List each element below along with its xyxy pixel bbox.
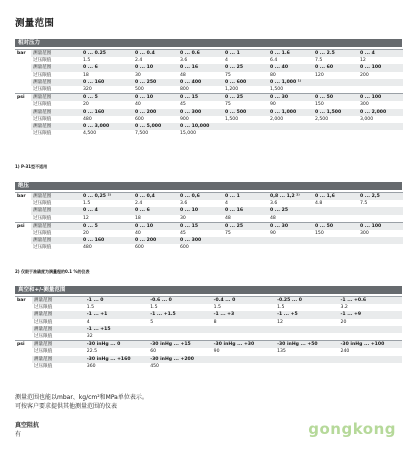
value-cell: 40 bbox=[135, 231, 141, 237]
value-cell: 0 ... 6 bbox=[81, 64, 133, 71]
unit-cell bbox=[15, 356, 32, 363]
value-cell bbox=[148, 333, 211, 341]
value-cell: 0 ... 5 bbox=[81, 222, 133, 230]
value-cell: -0.4 ... 0 bbox=[212, 297, 275, 305]
value-cell: 90 bbox=[213, 349, 220, 355]
row-label: 过压限值 bbox=[33, 131, 52, 137]
value-cell: 900 bbox=[180, 116, 189, 122]
value-cell: 22.5 bbox=[86, 349, 97, 355]
value-cell bbox=[313, 215, 358, 223]
value-cell bbox=[313, 244, 358, 251]
table-row bbox=[15, 57, 403, 64]
value-cell: 1.5 bbox=[277, 305, 285, 311]
table-row bbox=[15, 215, 403, 223]
value-cell bbox=[358, 86, 403, 94]
unit-cell bbox=[15, 230, 31, 237]
unit-cell bbox=[15, 207, 31, 214]
table-row bbox=[15, 94, 403, 102]
unit-cell: bar bbox=[15, 297, 32, 305]
value-cell: -30 inHg ... +15 bbox=[148, 341, 211, 349]
value-cell: 7,500 bbox=[135, 131, 149, 137]
value-cell: -30 inHg ... +50 bbox=[275, 341, 338, 349]
value-cell: 0 ... 1 bbox=[223, 50, 268, 58]
page-title: 测量范围 bbox=[15, 18, 55, 29]
value-cell bbox=[339, 333, 402, 341]
value-cell: 0 ... 15 bbox=[178, 94, 223, 102]
value-cell: -0.6 ... 0 bbox=[148, 297, 211, 305]
unit-cell bbox=[15, 200, 31, 207]
table-row bbox=[15, 333, 402, 341]
section-heading-gauge: 相对压力 bbox=[15, 39, 402, 47]
value-cell bbox=[212, 356, 275, 363]
table-row bbox=[15, 116, 403, 123]
value-cell: 3.6 bbox=[270, 201, 278, 207]
value-cell: 0 ... 300 bbox=[178, 237, 223, 244]
value-cell: 0 ... 60 bbox=[313, 64, 358, 71]
note-units: 测量范围也能以mbar、kg/cm²和MPa单位表示。 bbox=[15, 394, 148, 401]
unit-cell bbox=[15, 326, 32, 333]
table-row bbox=[15, 237, 403, 244]
vacuum-resistance-title: 真空阻抗 bbox=[15, 422, 40, 429]
value-cell bbox=[268, 123, 313, 130]
table-row bbox=[15, 222, 403, 230]
value-cell: 48 bbox=[225, 215, 231, 221]
value-cell: 75 bbox=[225, 102, 231, 108]
value-cell: 150 bbox=[315, 231, 324, 237]
value-cell bbox=[275, 333, 338, 341]
value-cell: 32 bbox=[86, 334, 93, 340]
unit-cell bbox=[15, 348, 32, 355]
value-cell bbox=[148, 326, 211, 333]
value-cell: 0 ... 16 bbox=[223, 207, 268, 214]
value-cell: 200 bbox=[360, 72, 369, 78]
value-cell: 0 ... 50 bbox=[313, 94, 358, 102]
unit-cell bbox=[15, 333, 32, 341]
value-cell: 0 ... 25 bbox=[268, 207, 313, 214]
value-cell: 600 bbox=[135, 116, 144, 122]
unit-cell bbox=[15, 72, 31, 79]
footnote-2: 2) 仅限于准确度为满量程的0.1 %的仪表 bbox=[15, 269, 90, 274]
value-cell: 0 ... 10 bbox=[133, 64, 178, 71]
value-cell: 0 ... 50 bbox=[313, 222, 358, 230]
value-cell bbox=[313, 123, 358, 130]
value-cell bbox=[358, 130, 403, 137]
value-cell: 0 ... 1,000 bbox=[268, 109, 313, 116]
row-label: 测量范围 bbox=[31, 237, 81, 244]
value-cell: 0 ... 0.25 bbox=[81, 50, 133, 58]
value-cell: 5 bbox=[150, 319, 154, 325]
value-cell: -30 inHg ... +100 bbox=[339, 341, 402, 349]
value-cell: -1 ... +0.6 bbox=[339, 297, 402, 305]
value-cell bbox=[212, 326, 275, 333]
value-cell: 48 bbox=[180, 72, 186, 78]
value-cell: 300 bbox=[360, 102, 369, 108]
value-cell: -1 ... +9 bbox=[339, 311, 402, 318]
value-cell: 480 bbox=[83, 245, 92, 251]
value-cell: 360 bbox=[86, 363, 96, 369]
row-label: 过压限值 bbox=[33, 201, 52, 207]
row-label: 过压限值 bbox=[33, 334, 53, 340]
value-cell: 800 bbox=[180, 87, 189, 93]
value-cell: 3,000 bbox=[360, 116, 374, 122]
note-other-ranges: 可按客户要求提供其他测量范围的仪表 bbox=[15, 403, 118, 410]
value-cell: 45 bbox=[180, 231, 186, 237]
value-cell: 90 bbox=[270, 231, 276, 237]
row-label: 过压限值 bbox=[33, 305, 53, 311]
value-cell: 90 bbox=[270, 102, 276, 108]
value-cell: 0 ... 2,000 bbox=[358, 109, 403, 116]
row-label: 测量范围 bbox=[32, 311, 85, 318]
value-cell bbox=[275, 363, 338, 370]
value-cell bbox=[223, 244, 268, 251]
vacuum-range-table bbox=[15, 296, 402, 370]
table-row bbox=[15, 109, 403, 116]
table-row bbox=[15, 230, 403, 237]
value-cell bbox=[313, 130, 358, 137]
value-cell: 4 bbox=[225, 58, 228, 64]
value-cell: -30 inHg ... +30 bbox=[212, 341, 275, 349]
section-heading-vacuum: 真空和+/-测量范围 bbox=[15, 286, 402, 294]
value-cell: 0 ... 160 bbox=[81, 109, 133, 116]
value-cell: 0 ... 0,6 bbox=[178, 193, 223, 201]
row-label: 过压限值 bbox=[33, 116, 52, 122]
value-cell: 0 ... 100 bbox=[358, 94, 403, 102]
value-cell: 20 bbox=[83, 102, 89, 108]
value-cell bbox=[223, 123, 268, 130]
row-label: 过压限值 bbox=[33, 319, 53, 325]
table-row bbox=[15, 356, 402, 363]
value-cell: 600 bbox=[135, 245, 144, 251]
value-cell: 20 bbox=[340, 319, 347, 325]
value-cell: 2,000 bbox=[270, 116, 284, 122]
unit-cell bbox=[15, 244, 31, 251]
row-label: 测量范围 bbox=[31, 50, 81, 58]
value-cell: 0 ... 250 bbox=[133, 79, 178, 86]
value-cell: 1,500 bbox=[225, 116, 239, 122]
footnote-1: 1) P-31型不适用 bbox=[15, 164, 48, 169]
value-cell: 300 bbox=[360, 231, 369, 237]
row-label: 测量范围 bbox=[31, 79, 81, 86]
value-cell: 0 ... 100 bbox=[358, 222, 403, 230]
value-cell: 1.5 bbox=[150, 305, 158, 311]
unit-cell: psi bbox=[15, 222, 31, 230]
value-cell: 0 ... 1 bbox=[223, 193, 268, 201]
value-cell: 600 bbox=[180, 245, 189, 251]
value-cell: 0 ... 5 bbox=[81, 94, 133, 102]
value-cell bbox=[339, 356, 402, 363]
value-cell: -30 inHg ... +200 bbox=[148, 356, 211, 363]
row-label: 测量范围 bbox=[32, 341, 85, 349]
value-cell bbox=[313, 237, 358, 244]
value-cell: 4 bbox=[86, 319, 90, 325]
value-cell: -30 inHg ... 0 bbox=[85, 341, 148, 349]
unit-cell bbox=[15, 130, 31, 137]
value-cell: 1.5 bbox=[83, 58, 91, 64]
value-cell: 0 ... 160 bbox=[81, 79, 133, 86]
table-row bbox=[15, 319, 402, 326]
unit-cell bbox=[15, 304, 32, 311]
value-cell bbox=[358, 215, 403, 223]
row-label: 测量范围 bbox=[31, 64, 81, 71]
value-cell: 18 bbox=[83, 72, 89, 78]
value-cell: 0 ... 1,6 bbox=[313, 193, 358, 201]
table-row bbox=[15, 363, 402, 370]
value-cell: 0 ... 200 bbox=[133, 237, 178, 244]
value-cell: 0 ... 400 bbox=[178, 79, 223, 86]
value-cell: -30 inHg ... +160 bbox=[85, 356, 148, 363]
row-label: 过压限值 bbox=[33, 102, 52, 108]
table-row bbox=[15, 207, 403, 214]
value-cell: 3.6 bbox=[180, 201, 188, 207]
value-cell: 0 ... 2,5 bbox=[358, 193, 403, 201]
value-cell: 0,8 ... 1,2 ²⁾ bbox=[268, 193, 313, 201]
value-cell: 0 ... 25 bbox=[223, 94, 268, 102]
value-cell: 15,000 bbox=[180, 131, 197, 137]
value-cell: 0 ... 10 bbox=[133, 222, 178, 230]
value-cell: 0 ... 10 bbox=[133, 94, 178, 102]
value-cell: 0 ... 10,000 bbox=[178, 123, 223, 130]
unit-cell bbox=[15, 116, 31, 123]
value-cell bbox=[223, 237, 268, 244]
unit-cell: bar bbox=[15, 50, 31, 58]
value-cell: 0 ... 100 bbox=[358, 64, 403, 71]
table-row bbox=[15, 244, 403, 251]
table-row bbox=[15, 304, 402, 311]
unit-cell: psi bbox=[15, 94, 31, 102]
value-cell: 240 bbox=[340, 349, 350, 355]
value-cell: 4 bbox=[225, 201, 228, 207]
value-cell: 60 bbox=[150, 349, 157, 355]
value-cell: 6.4 bbox=[270, 58, 278, 64]
value-cell: 0 ... 600 bbox=[223, 79, 268, 86]
value-cell: 0 ... 300 bbox=[178, 109, 223, 116]
unit-cell bbox=[15, 237, 31, 244]
value-cell: 75 bbox=[225, 72, 231, 78]
unit-cell bbox=[15, 109, 31, 116]
value-cell: 0 ... 15 bbox=[178, 222, 223, 230]
row-label: 过压限值 bbox=[33, 349, 53, 355]
unit-cell bbox=[15, 215, 31, 223]
value-cell bbox=[313, 79, 358, 86]
value-cell: 0 ... 30 bbox=[268, 94, 313, 102]
unit-cell bbox=[15, 86, 31, 94]
table-row bbox=[15, 200, 403, 207]
row-label: 测量范围 bbox=[31, 94, 81, 102]
section-heading-absolute: 绝压 bbox=[15, 182, 402, 190]
value-cell: 4,500 bbox=[83, 131, 97, 137]
unit-cell bbox=[15, 101, 31, 108]
table-row bbox=[15, 193, 403, 201]
value-cell: 7.5 bbox=[315, 58, 323, 64]
table-row bbox=[15, 64, 403, 71]
table-row bbox=[15, 123, 403, 130]
table-row bbox=[15, 50, 403, 58]
table-row bbox=[15, 79, 403, 86]
value-cell: 12 bbox=[277, 319, 283, 325]
value-cell: 0 ... 3,000 bbox=[81, 123, 133, 130]
value-cell: 0 ... 200 bbox=[133, 109, 178, 116]
value-cell: 2.4 bbox=[135, 58, 143, 64]
row-label: 过压限值 bbox=[33, 87, 52, 93]
value-cell: 3.6 bbox=[180, 58, 188, 64]
value-cell bbox=[268, 244, 313, 251]
value-cell bbox=[358, 79, 403, 86]
value-cell: 20 bbox=[83, 231, 89, 237]
absolute-pressure-table bbox=[15, 192, 403, 252]
value-cell: 1,200 bbox=[225, 87, 239, 93]
value-cell: 18 bbox=[135, 215, 141, 221]
value-cell bbox=[339, 363, 402, 370]
value-cell: 0 ... 1.6 bbox=[268, 50, 313, 58]
value-cell: 0 ... 40 bbox=[268, 64, 313, 71]
value-cell: 135 bbox=[277, 349, 286, 355]
value-cell: 8 bbox=[213, 319, 217, 325]
value-cell bbox=[339, 326, 402, 333]
unit-cell bbox=[15, 79, 31, 86]
value-cell: 0 ... 4 bbox=[81, 207, 133, 214]
value-cell: 0 ... 6 bbox=[133, 207, 178, 214]
value-cell: 30 bbox=[180, 215, 186, 221]
value-cell bbox=[268, 237, 313, 244]
unit-cell: psi bbox=[15, 341, 32, 349]
value-cell: -1 ... +1.5 bbox=[148, 311, 211, 318]
value-cell bbox=[275, 326, 338, 333]
row-label: 过压限值 bbox=[33, 215, 52, 221]
value-cell: 150 bbox=[315, 102, 324, 108]
value-cell: -1 ... +5 bbox=[275, 311, 338, 318]
value-cell: 3.2 bbox=[340, 305, 348, 311]
value-cell: 0 ... 0.4 bbox=[133, 50, 178, 58]
row-label: 过压限值 bbox=[33, 231, 52, 237]
value-cell: 7.5 bbox=[360, 201, 368, 207]
value-cell: 0 ... 5,000 bbox=[133, 123, 178, 130]
table-row bbox=[15, 72, 403, 79]
unit-cell bbox=[15, 363, 32, 370]
value-cell: 0 ... 500 bbox=[223, 109, 268, 116]
value-cell: 30 bbox=[135, 72, 141, 78]
unit-cell bbox=[15, 57, 31, 64]
value-cell bbox=[313, 86, 358, 94]
unit-cell bbox=[15, 319, 32, 326]
value-cell bbox=[358, 237, 403, 244]
table-row bbox=[15, 348, 402, 355]
row-label: 测量范围 bbox=[31, 109, 81, 116]
value-cell: 1.5 bbox=[213, 305, 221, 311]
value-cell: 0 ... 25 bbox=[223, 64, 268, 71]
gauge-pressure-table bbox=[15, 49, 403, 137]
value-cell: 45 bbox=[180, 102, 186, 108]
unit-cell: bar bbox=[15, 193, 31, 201]
row-label: 测量范围 bbox=[32, 297, 85, 305]
value-cell: 120 bbox=[315, 72, 324, 78]
row-label: 过压限值 bbox=[33, 245, 52, 251]
value-cell: 0 ... 2.5 bbox=[313, 50, 358, 58]
value-cell bbox=[358, 123, 403, 130]
table-row bbox=[15, 297, 402, 305]
value-cell: 12 bbox=[360, 58, 366, 64]
value-cell bbox=[212, 363, 275, 370]
value-cell bbox=[212, 333, 275, 341]
row-label: 过压限值 bbox=[33, 72, 52, 78]
value-cell: 0 ... 25 bbox=[223, 222, 268, 230]
unit-cell bbox=[15, 123, 31, 130]
unit-cell bbox=[15, 311, 32, 318]
table-row bbox=[15, 86, 403, 94]
row-label: 测量范围 bbox=[31, 222, 81, 230]
value-cell: 4.8 bbox=[315, 201, 323, 207]
table-row bbox=[15, 341, 402, 349]
value-cell: 2,500 bbox=[315, 116, 329, 122]
value-cell: 320 bbox=[83, 87, 92, 93]
value-cell bbox=[223, 130, 268, 137]
value-cell: 480 bbox=[83, 116, 92, 122]
value-cell: -1 ... +15 bbox=[85, 326, 148, 333]
value-cell: 2.4 bbox=[135, 201, 143, 207]
row-label: 过压限值 bbox=[33, 58, 52, 64]
watermark-logo: gongkong bbox=[308, 420, 396, 438]
value-cell: 0 ... 0.6 bbox=[178, 50, 223, 58]
row-label: 测量范围 bbox=[31, 193, 81, 201]
value-cell bbox=[268, 130, 313, 137]
value-cell: 0 ... 4 bbox=[358, 50, 403, 58]
value-cell: -1 ... 0 bbox=[85, 297, 148, 305]
row-label: 测量范围 bbox=[32, 356, 85, 363]
value-cell: 0 ... 160 bbox=[81, 237, 133, 244]
value-cell: 1.5 bbox=[86, 305, 95, 311]
vacuum-resistance-value: 有 bbox=[15, 431, 22, 438]
value-cell: 1.5 bbox=[83, 201, 91, 207]
row-label: 测量范围 bbox=[31, 207, 81, 214]
value-cell: 0 ... 16 bbox=[178, 64, 223, 71]
row-label: 过压限值 bbox=[33, 363, 53, 369]
value-cell: -1 ... +3 bbox=[212, 311, 275, 318]
value-cell bbox=[313, 207, 358, 214]
value-cell: 0 ... 0,25 ²⁾ bbox=[81, 193, 133, 201]
value-cell bbox=[275, 356, 338, 363]
value-cell: 450 bbox=[150, 363, 159, 369]
value-cell: 75 bbox=[225, 231, 231, 237]
table-row bbox=[15, 311, 402, 318]
value-cell: 0 ... 30 bbox=[268, 222, 313, 230]
value-cell: 0 ... 1,000 ¹⁾ bbox=[268, 79, 313, 86]
table-row bbox=[15, 326, 402, 333]
table-row bbox=[15, 101, 403, 108]
value-cell: 40 bbox=[135, 102, 141, 108]
value-cell: 0 ... 10 bbox=[178, 207, 223, 214]
value-cell bbox=[358, 244, 403, 251]
value-cell: 48 bbox=[270, 215, 276, 221]
value-cell: 0 ... 0,4 bbox=[133, 193, 178, 201]
table-row bbox=[15, 130, 403, 137]
unit-cell bbox=[15, 64, 31, 71]
value-cell: 0 ... 1,500 bbox=[313, 109, 358, 116]
value-cell: 1,500 bbox=[270, 87, 284, 93]
value-cell: -1 ... +1 bbox=[85, 311, 148, 318]
value-cell: 12 bbox=[83, 215, 89, 221]
value-cell: 500 bbox=[135, 87, 144, 93]
value-cell: 80 bbox=[270, 72, 276, 78]
value-cell: -0.25 ... 0 bbox=[275, 297, 338, 305]
row-label: 测量范围 bbox=[31, 123, 81, 130]
row-label: 测量范围 bbox=[32, 326, 85, 333]
value-cell bbox=[358, 207, 403, 214]
